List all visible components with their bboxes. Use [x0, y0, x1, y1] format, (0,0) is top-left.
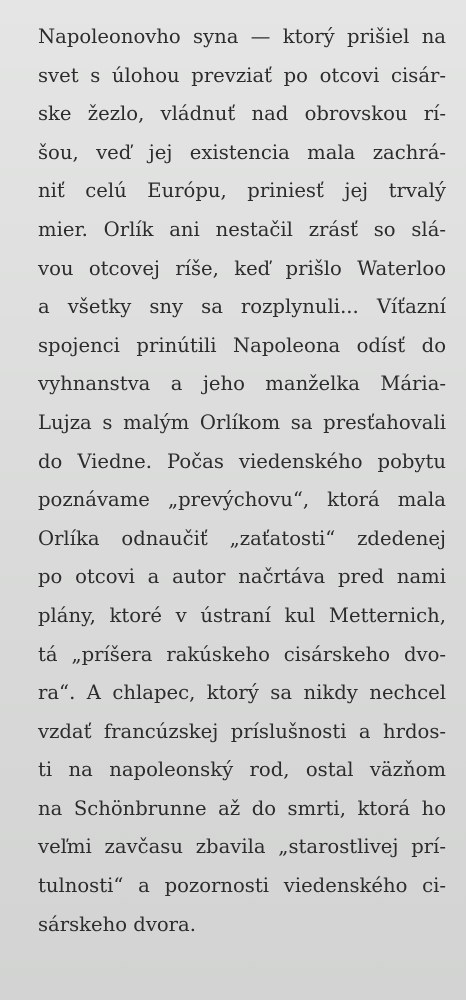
text-line: poznávame „prevýchovu“, ktorá mala	[38, 488, 446, 512]
text-line: na Schönbrunne až do smrti, ktorá ho	[38, 796, 446, 820]
body-paragraph	[38, 18, 446, 944]
text-line: šou, veď jej existencia mala zachrá-	[38, 140, 446, 164]
text-line: po otcovi a autor načrtáva pred nami	[38, 565, 446, 589]
text-line: niť celú Európu, priniesť jej trvalý	[38, 179, 446, 203]
text-line: spojenci prinútili Napoleona odísť do	[38, 333, 446, 357]
text-line: vzdať francúzskej príslušnosti a hrdos-	[38, 719, 446, 743]
text-line: veľmi zavčasu zbavila „starostlivej prí-	[38, 835, 446, 859]
text-line: mier. Orlík ani nestačil zrásť so slá-	[38, 217, 446, 241]
text-line: svet s úlohou prevziať po otcovi cisár-	[38, 63, 446, 87]
text-line: ra“. A chlapec, ktorý sa nikdy nechcel	[38, 681, 446, 705]
text-line: plány, ktoré v ústraní kul Metternich,	[38, 603, 446, 627]
text-line: Napoleonovho syna — ktorý prišiel na	[38, 25, 446, 48]
text-line: tulnosti“ a pozornosti viedenského ci-	[38, 874, 446, 898]
text-line: Lujza s malým Orlíkom sa presťahovali	[38, 410, 446, 434]
text-line: do Viedne. Počas viedenského pobytu	[38, 449, 446, 473]
text-line: vyhnanstva a jeho manželka Mária-	[38, 372, 446, 396]
text-line: Orlíka odnaučiť „zaťatosti“ zdedenej	[38, 526, 446, 550]
text-line: tá „príšera rakúskeho cisárskeho dvo-	[38, 642, 446, 666]
text-line: a všetky sny sa rozplynuli... Víťazní	[38, 295, 446, 319]
text-line: vou otcovej ríše, keď prišlo Waterloo	[38, 256, 446, 280]
text-line: sárskeho dvora.	[38, 912, 196, 936]
text-line: ske žezlo, vládnuť nad obrovskou rí-	[38, 102, 446, 126]
text-line: ti na napoleonský rod, ostal väzňom	[38, 758, 446, 782]
